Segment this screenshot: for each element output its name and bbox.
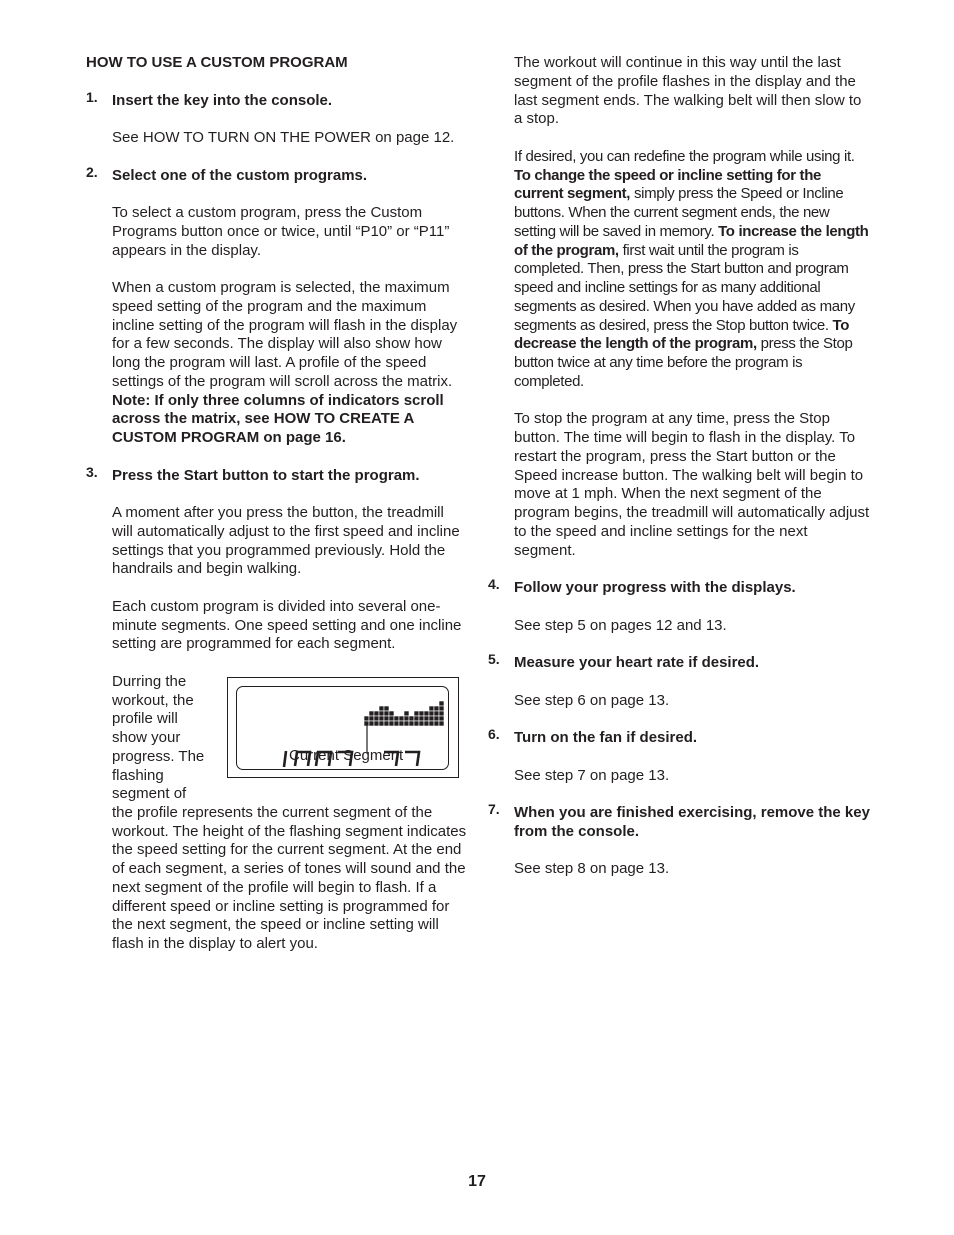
step-body: See step 8 on page 13. (514, 860, 670, 878)
step-number: 3. (86, 463, 98, 480)
step-number: 4. (488, 576, 500, 592)
text: simply press the Speed or Incline buttons. When the current segment ends, the new setting will be saved in memory. (514, 185, 844, 240)
step-number: 7. (488, 801, 500, 817)
step-5 (488, 651, 872, 710)
matrix-bars (364, 701, 444, 726)
step-heading: Select one of the custom programs. (112, 166, 368, 184)
step-2 (86, 163, 468, 448)
text: press the Stop button twice at any time before the program is completed. (514, 335, 853, 390)
step-paragraph: To select a custom program, press the Custom Programs button once or twice, until “P10” or “P11” appears in the display. (112, 204, 450, 259)
section-title: HOW TO USE A CUSTOM PROGRAM (86, 54, 348, 71)
step-number: 6. (488, 726, 500, 742)
right-column (488, 54, 872, 879)
profile-figure-block (86, 673, 468, 804)
step-heading: Measure your heart rate if desired. (514, 654, 760, 671)
paragraph-continue: The workout will continue in this way until the last segment of the profile flashes in the display and the last segment ends. The walking belt will then slow to a stop. (514, 54, 862, 128)
step-7 (488, 801, 872, 879)
text: first wait until the program is completed. Then, press the Start button and program speed and incline settings for as many additional segments as desired. When you have added as many segments as desired, press the Stop button twice. (514, 241, 855, 334)
text: If desired, you can redefine the program while using it. (514, 147, 855, 165)
step-body: See step 6 on page 13. (514, 691, 670, 709)
step-heading: Insert the key into the console. (112, 91, 333, 109)
step-body: See step 7 on page 13. (514, 766, 670, 784)
paragraph-redefine (488, 148, 872, 392)
step-1 (86, 88, 468, 148)
wrapped-text: Durring the workout, the profile will show your progress. The flashing segment of (112, 672, 205, 803)
console-display-figure (227, 677, 459, 778)
bold-text: To change the speed or incline setting for the current segment, (514, 166, 821, 203)
step-number: 5. (488, 651, 500, 667)
bold-text: To decrease the length of the program, (514, 316, 850, 353)
step-body: See HOW TO TURN ON THE POWER on page 12. (112, 129, 455, 146)
step-heading: When you are finished exercising, remove the key from the console. (514, 804, 870, 840)
step-6 (488, 726, 872, 785)
step-4 (488, 576, 872, 635)
step-paragraph (112, 279, 468, 448)
step-paragraph: Each custom program is divided into several one-minute segments. One speed setting and one incline setting are programmed for each segment. (112, 597, 462, 653)
page-number: 17 (468, 1173, 486, 1190)
step-3 (86, 463, 468, 673)
step-paragraph: A moment after you press the button, the treadmill will automatically adjust to the first speed and incline settings that you programmed previously. Hold the handrails and begin walking. (112, 504, 460, 578)
bold-text: To increase the length of the program, (514, 222, 869, 259)
note-text: Note: If only three columns of indicators scroll across the matrix, see HOW TO CREATE A CUSTOM PROGRAM on page 16. (112, 391, 444, 446)
step-heading: Turn on the fan if desired. (514, 729, 698, 746)
paragraph-text: When a custom program is selected, the maximum speed setting of the program and the maximum incline setting of the program will flash in the display for a few seconds. The display will also show how long the program will last. A profile of the speed settings of the program will scroll across the matrix. (112, 279, 458, 390)
step-number: 1. (86, 88, 98, 105)
step-body: See step 5 on pages 12 and 13. (514, 616, 727, 634)
left-column (86, 54, 468, 954)
step-number: 2. (86, 163, 98, 180)
step-heading: Follow your progress with the displays. (514, 579, 796, 596)
step-heading: Press the Start button to start the program. (112, 466, 420, 484)
paragraph-stop: To stop the program at any time, press the Stop button. The time will begin to flash in the display. To restart the program, press the Start button or the Speed increase button. The walking belt will begin to move at 1 mph. When the next segment of the program begins, the treadmill will automatically adjust to the speed and incline settings for the next segment. (514, 410, 870, 559)
figure-caption: Current Segment (289, 746, 404, 764)
lcd-display (236, 686, 449, 770)
step-paragraph-continued: the profile represents the current segment of the workout. The height of the flashing segment indicates the speed setting for the current segment. At the end of each segment, a series of tones will sound and the next segment of the profile will begin to flash. If a different speed or incline setting is programmed for the next segment, the speed or incline setting will flash in the display to alert you. (112, 803, 467, 952)
